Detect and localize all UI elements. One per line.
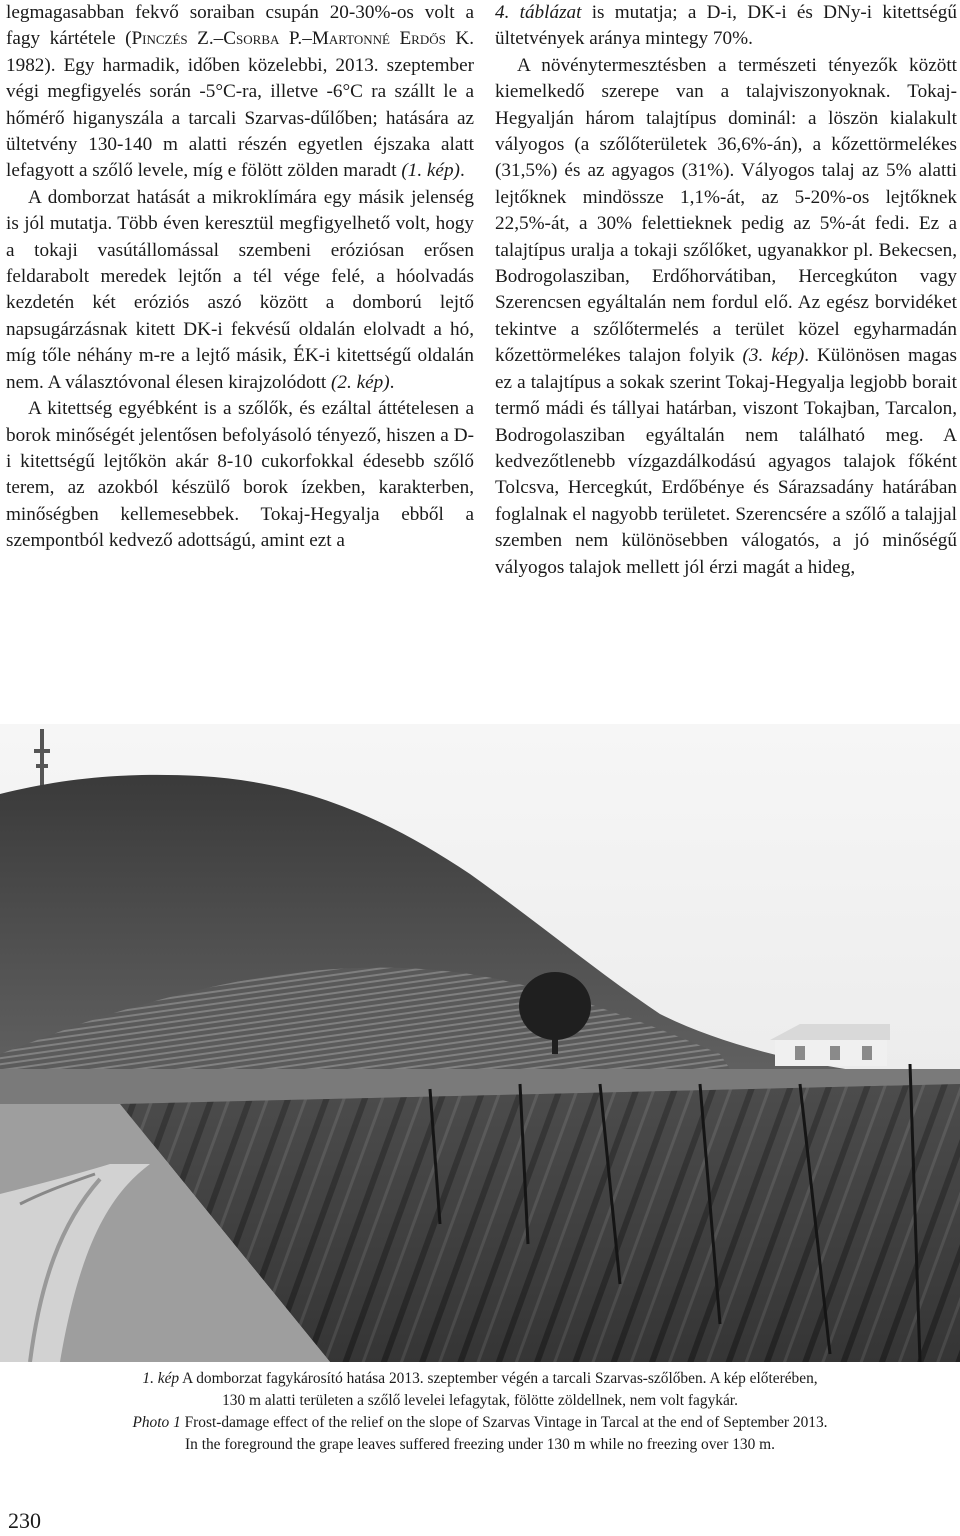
right-paragraph-2: A növénytermesztésben a természeti tényezők között kiemelkedő szerepe van a talajviszonyoknak. Tokaj-Hegyalján három talajtípus dominál: a löszön kialakult vályogos (a szőlőterületek 36,6%-án), a kőzettörmelékes (31,5%) és az agyagos (31%). Vályogos talaj az 5% alatti lejtőknek mindössze 1,1%-át, az 5-20%-os lejtőknek 22,5%-át, a 30% felettieknek pedig az 5%-át fedi. Ez a talajtípus uralja a tokaji szőlőket, ugyanakkor pl. Bekecsen, Bodrogolasziban, Erdőhorvátiban, Hercegkúton vagy Szerencsen egyáltalán nem fordul elő. Az egész borvidéket tekintve a szőlőtermelés a terület közel egyharmadán kőzettörmelékes talajon folyik (3. kép). Különösen magas ez a talajtípus a sokak szerint Tokaj-Hegyalja legjobb borait termő mádi és tállyai határban, viszont Tokajban, Tarcalon, Bodrogolasziban egyáltalán nem található meg. A kedvezőtlenebb vízgazdálkodású agyagos talajok főként Tolcsva, Hercegkút, Erdőbénye és Sárazsadány határában foglalnak el nagyobb területet. Szerencsére a szőlő a talajjal szemben nem különösebben válogatós, a jó minőségű vályogos talajok mellett jól érzi magát a hideg, (495, 54, 958, 578)
left-paragraph-2: A domborzat hatását a mikroklímára egy másik jelenség is jól mutatja. Több éven keresztül megfigyelhető volt, hogy a tokaji vasútállomással szembeni eróziósan erősen feldarabolt meredek lejtőn a tél vége felé, a hóolvadás kezdetén két eróziós aszó között a domború lejtő napsugárzásnak kitett DK-i fekvésű oldalán elolvadt a hó, míg tőle néhány m-re a lejtő másik, ÉK-i kitettségű oldalán nem. A választóvonal élesen kirajzolódott (2. kép). (6, 186, 474, 393)
right-column (495, 0, 957, 581)
figure-reference: (1. kép) (401, 160, 460, 182)
left-column (6, 0, 474, 555)
left-paragraph-1: legmagasabban fekvő soraiban csupán 20-30%-os volt a fagy kártétele (Pinczés Z.–Csorba P.–Martonné Erdős K. 1982). Egy harmadik, időben közelebbi, 2013. szeptember végi megfigyelés során -5°C-ra, illetve -6°C ra szállt le a hőmérő higanyszála a tarcali Szarvas-dűlőben; hatására az ültetvény 130-140 m alatti részén egyetlen éjszaka alatt lefagyott a szőlő levele, míg e fölött zölden maradt (1. kép). (6, 2, 474, 182)
author-martonne: Martonné Erdős (311, 28, 446, 50)
caption-en-label: Photo 1 (132, 1414, 181, 1431)
author-csorba: Csorba (223, 28, 280, 50)
page-number: 230 (8, 1508, 41, 1533)
author-pinczes: Pinczés (131, 28, 188, 50)
caption-hu-label: 1. kép (142, 1370, 180, 1387)
vineyard-photo (0, 724, 960, 1362)
table-reference: 4. táblázat (495, 2, 582, 23)
photo-caption (30, 1368, 930, 1456)
left-paragraph-3: A kitettség egyébként is a szőlők, és ezáltal áttételesen a borok minőségét jelentősen befolyásoló tényező, hiszen a D-i kitettségű lejtőkön akár 8-10 cukorfokkal édesebb szőlő terem, az azokból készülő borok ízekben, karakterben, minőségben kellemesebbek. Tokaj-Hegyalja ebből a szempontból kedvező adottságú, amint ezt a (6, 398, 474, 552)
figure-reference: (2. kép) (331, 371, 390, 393)
figure-reference: (3. kép) (742, 345, 805, 367)
caption-en-line-2: In the foreground the grape leaves suffered freezing under 130 m while no freezing over 130 m. (185, 1436, 775, 1453)
caption-hu-line-2: 130 m alatti területen a szőlő levelei lefagytak, fölötte zöldellnek, nem volt fagykár. (222, 1392, 738, 1409)
caption-en-line-1: Photo 1 Frost-damage effect of the relief on the slope of Szarvas Vintage in Tarcal at the end of September 2013. (132, 1414, 828, 1431)
caption-hu-line-1: 1. kép A domborzat fagykárosító hatása 2013. szeptember végén a tarcali Szarvas-szőlőben. A kép előterében, (142, 1370, 818, 1387)
vineyard-photo-illustration (0, 724, 960, 1362)
right-paragraph-1: 4. táblázat is mutatja; a D-i, DK-i és DNy-i kitettségű ültetvények aránya mintegy 70%. (495, 2, 957, 50)
